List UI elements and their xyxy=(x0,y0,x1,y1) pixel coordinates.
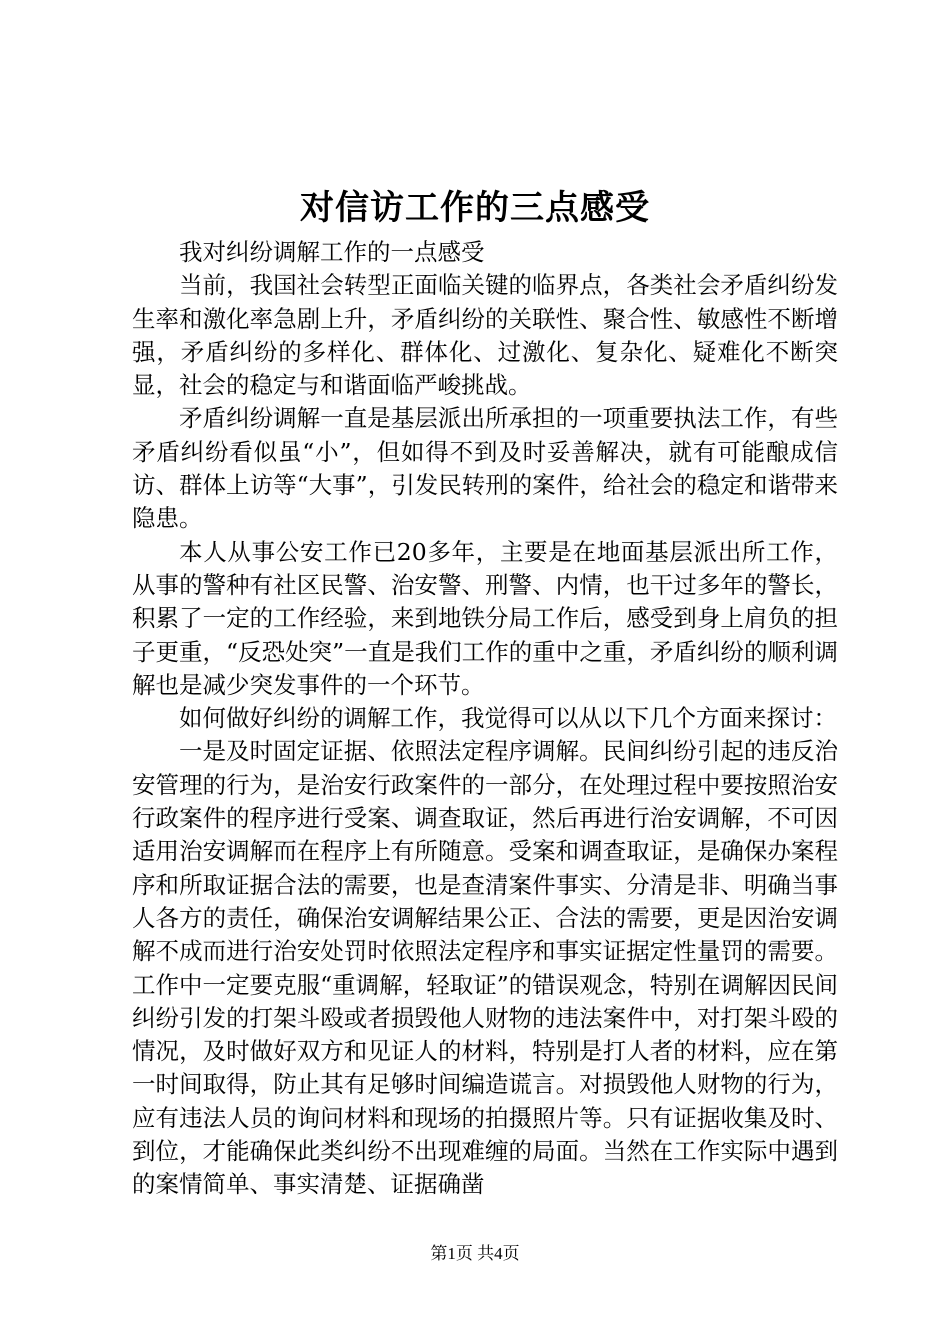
subtitle-paragraph: 我对纠纷调解工作的一点感受 xyxy=(179,238,485,266)
body-paragraph: 当前，我国社会转型正面临关键的临界点，各类社会矛盾纠纷发生率和激化率急剧上升，矛盾纠纷的关联性、聚合性、敏感性不断增强，矛盾纠纷的多样化、群体化、过激化、复杂化、疑难化不断突显，社会的稳定与和谐面临严峻挑战。 xyxy=(132,271,838,400)
body-paragraph: 矛盾纠纷调解一直是基层派出所承担的一项重要执法工作，有些矛盾纠纷看似虽“小”，但如得不到及时妥善解决，就有可能酿成信访、群体上访等“大事”，引发民转刑的案件，给社会的稳定和谐带来隐患。 xyxy=(132,404,838,533)
document-body xyxy=(132,236,838,1202)
document-title: 对信访工作的三点感受 xyxy=(300,188,650,228)
body-paragraph: 一是及时固定证据、依照法定程序调解。民间纠纷引起的违反治安管理的行为，是治安行政案件的一部分，在处理过程中要按照治安行政案件的程序进行受案、调查取证，然后再进行治安调解，不可因适用治安调解而在程序上有所随意。受案和调查取证，是确保办案程序和所取证据合法的需要，也是查清案件事实、分清是非、明确当事人各方的责任，确保治安调解结果公正、合法的需要，更是因治安调解不成而进行治安处罚时依照法定程序和事实证据定性量罚的需要。工作中一定要克服“重调解，轻取证”的错误观念，特别在调解因民间纠纷引发的打架斗殴或者损毁他人财物的违法案件中，对打架斗殴的情况，及时做好双方和见证人的材料，特别是打人者的材料，应在第一时间取得，防止其有足够时间编造谎言。对损毁他人财物的行为，应有违法人员的询问材料和现场的拍摄照片等。只有证据收集及时、到位，才能确保此类纠纷不出现难缠的局面。当然在工作实际中遇到的案情简单、事实清楚、证据确凿 xyxy=(132,737,838,1199)
page-footer: 第1页 共4页 xyxy=(430,1244,520,1263)
body-paragraph: 本人从事公安工作已20多年，主要是在地面基层派出所工作，从事的警种有社区民警、治安警、刑警、内情，也干过多年的警长，积累了一定的工作经验，来到地铁分局工作后，感受到身上肩负的担子更重，“反恐处突”一直是我们工作的重中之重，矛盾纠纷的顺利调解也是减少突发事件的一个环节。 xyxy=(132,537,838,699)
body-paragraph: 如何做好纠纷的调解工作，我觉得可以从以下几个方面来探讨： xyxy=(179,704,837,733)
